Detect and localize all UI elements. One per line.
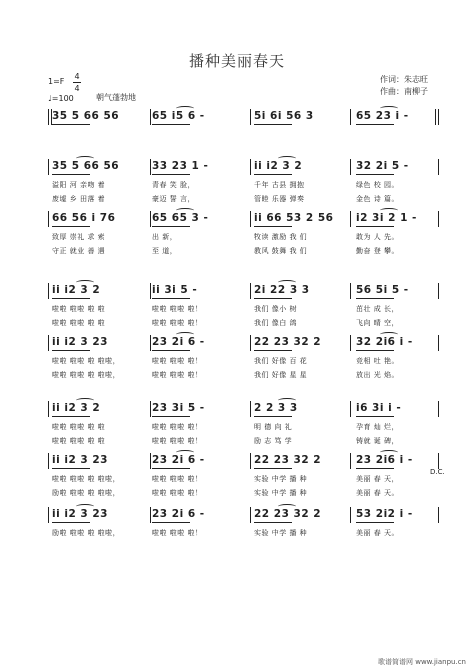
beam-underline <box>254 522 292 523</box>
barline <box>48 401 49 417</box>
lyric-line: 美丽 春 天。 <box>356 529 399 537</box>
barline <box>48 211 49 227</box>
slur <box>278 280 296 285</box>
beam-underline <box>254 174 292 175</box>
lyric-line: 勤奋 登 攀。 <box>356 247 399 255</box>
measure-notes: 23 2i 6 - <box>152 454 205 466</box>
lyric-line: 废墟 乡 田落 着 <box>52 195 106 203</box>
lyric-line: 啦啦 啦啦 啦 啦啦， <box>52 371 121 379</box>
measure-notes: ii 3i 5 - <box>152 284 198 296</box>
measure-notes: ii i2 3 2 <box>52 284 101 296</box>
lyric-line: 敢为 人 先。 <box>356 233 399 241</box>
beam-underline <box>152 124 190 125</box>
barline <box>438 335 439 351</box>
slur <box>380 332 398 337</box>
key-signature: 1=F <box>48 77 65 86</box>
measure-notes: 22 23 32 2 <box>254 336 322 348</box>
lyric-line: 教风 鼓舞 我 们 <box>254 247 308 255</box>
slur <box>76 504 94 509</box>
barline <box>350 335 351 351</box>
barline <box>438 507 439 523</box>
barline <box>150 159 151 175</box>
measure-notes: 35 5 66 56 <box>52 160 120 172</box>
barline <box>150 507 151 523</box>
barline <box>350 109 351 125</box>
beam-underline <box>152 522 190 523</box>
slur <box>278 156 296 161</box>
lyric-line: 啦啦 啦啦 啦！ <box>152 489 203 497</box>
lyric-line: 铸就 诞 碑， <box>356 437 399 445</box>
barline <box>350 507 351 523</box>
lyric-line: 啦啦 啦啦 啦！ <box>152 475 203 483</box>
lyric-line: 茁壮 成 长， <box>356 305 399 313</box>
lyric-line: 至 道， <box>152 247 178 255</box>
barline <box>438 401 439 417</box>
measure-notes: 32 2i 5 - <box>356 160 409 172</box>
barline <box>438 283 439 299</box>
lyricist-credit: 作词：朱志旺 <box>380 75 428 84</box>
barline <box>150 401 151 417</box>
measure-notes: 33 23 1 - <box>152 160 209 172</box>
measure-notes: i6 3i i - <box>356 402 402 414</box>
lyric-line: 孕育 灿 烂， <box>356 423 399 431</box>
measure-notes: ii i2 3 23 <box>52 336 108 348</box>
lyric-line: 美丽 春 天， <box>356 475 399 483</box>
measure-notes: ii i2 3 23 <box>52 508 108 520</box>
slur <box>380 106 398 111</box>
lyric-line: 我们 像小 树 <box>254 305 297 313</box>
barline <box>250 109 251 125</box>
slur <box>278 504 296 509</box>
lyric-line: 啦啦 啦啦 啦 啦 <box>52 319 106 327</box>
lyric-line: 励啦 啦啦 啦 啦啦， <box>52 489 121 497</box>
lyric-line: 牧读 激励 我 们 <box>254 233 308 241</box>
measure-notes: 23 2i 6 - <box>152 336 205 348</box>
beam-underline <box>52 298 90 299</box>
slur <box>176 450 194 455</box>
lyric-line: 实验 中学 播 种 <box>254 529 308 537</box>
lyric-line: 励 志 笃 学 <box>254 437 293 445</box>
lyric-line: 放出 光 焰。 <box>356 371 399 379</box>
barline <box>250 507 251 523</box>
lyric-line: 青春 笑 脸， <box>152 181 195 189</box>
barline <box>250 401 251 417</box>
beam-underline <box>52 416 90 417</box>
beam-underline <box>356 350 394 351</box>
watermark: 歌谱简谱网 www.jianpu.cn <box>378 658 466 666</box>
beam-underline <box>152 298 190 299</box>
lyric-line: 飞向 晴 空， <box>356 319 399 327</box>
measure-notes: 53 2i2 i - <box>356 508 413 520</box>
lyric-line: 啦啦 啦啦 啦！ <box>152 305 203 313</box>
barline <box>250 453 251 469</box>
repeat-barline <box>435 109 436 125</box>
lyric-line: 啦啦 啦啦 啦！ <box>152 529 203 537</box>
lyric-line: 实验 中学 播 种 <box>254 489 308 497</box>
lyric-line: 金色 诗 篇。 <box>356 195 399 203</box>
measure-notes: 65 23 i - <box>356 110 409 122</box>
lyric-line: 啦啦 啦啦 啦 啦 <box>52 305 106 313</box>
note-row <box>0 400 474 420</box>
beam-underline <box>356 468 394 469</box>
slur <box>76 280 94 285</box>
lyric-line: 溢阳 河 亲吻 着 <box>52 181 106 189</box>
lyric-line: 实验 中学 播 种 <box>254 475 308 483</box>
measure-notes: ii i2 3 2 <box>52 402 101 414</box>
barline <box>438 109 439 125</box>
lyric-line: 励啦 啦啦 啦 啦啦， <box>52 529 121 537</box>
beam-underline <box>152 226 190 227</box>
barline <box>150 109 151 125</box>
measure-notes: 22 23 32 2 <box>254 508 322 520</box>
slur <box>176 106 194 111</box>
measure-notes: 35 5 66 56 <box>52 110 120 122</box>
slur <box>76 156 94 161</box>
lyric-line: 啦啦 啦啦 啦！ <box>152 437 203 445</box>
time-signature-line <box>73 82 81 83</box>
note-row <box>0 506 474 526</box>
lyric-line: 千年 古县 拥抱 <box>254 181 305 189</box>
beam-underline <box>254 226 292 227</box>
measure-notes: 22 23 32 2 <box>254 454 322 466</box>
measure-notes: 65 i5 6 - <box>152 110 205 122</box>
barline <box>250 211 251 227</box>
measure-notes: 32 2i6 i - <box>356 336 413 348</box>
measure-notes: i2 3i 2 1 - <box>356 212 417 224</box>
lyric-line: 啦啦 啦啦 啦 啦啦， <box>52 357 121 365</box>
lyric-line: 啦啦 啦啦 啦 啦啦， <box>52 475 121 483</box>
lyric-line: 啦啦 啦啦 啦！ <box>152 319 203 327</box>
barline <box>350 211 351 227</box>
barline <box>350 283 351 299</box>
measure-notes: ii i2 3 2 <box>254 160 303 172</box>
barline <box>438 211 439 227</box>
beam-underline <box>356 522 394 523</box>
barline <box>250 159 251 175</box>
beam-underline <box>254 298 292 299</box>
measure-notes: ii 66 53 2 56 <box>254 212 334 224</box>
time-signature-bottom: 4 <box>74 84 80 93</box>
lyric-line: 啦啦 啦啦 啦！ <box>152 423 203 431</box>
slur <box>380 208 398 213</box>
lyric-line: 啦啦 啦啦 啦！ <box>152 371 203 379</box>
note-row <box>0 334 474 354</box>
barline <box>350 401 351 417</box>
beam-underline <box>254 124 292 125</box>
barline <box>48 283 49 299</box>
lyric-line: 出 新， <box>152 233 178 241</box>
beam-underline <box>356 298 394 299</box>
lyric-line: 致厚 崇礼 求 索 <box>52 233 106 241</box>
beam-underline <box>52 522 90 523</box>
beam-underline <box>52 124 90 125</box>
note-row <box>0 210 474 230</box>
barline <box>150 283 151 299</box>
expression-marking: 朝气蓬勃地 <box>96 93 136 102</box>
slur <box>176 332 194 337</box>
beam-underline <box>254 468 292 469</box>
lyric-line: 美丽 春 天。 <box>356 489 399 497</box>
beam-underline <box>254 350 292 351</box>
note-row <box>0 108 474 128</box>
lyric-line: 守正 就业 善 遇 <box>52 247 106 255</box>
beam-underline <box>152 416 190 417</box>
beam-underline <box>152 174 190 175</box>
barline <box>438 453 439 469</box>
beam-underline <box>52 174 90 175</box>
lyric-line: 豪迈 誓 言， <box>152 195 195 203</box>
beam-underline <box>152 350 190 351</box>
barline <box>150 335 151 351</box>
measure-notes: 2 2 3 3 <box>254 402 298 414</box>
beam-underline <box>356 226 394 227</box>
lyric-line: 管睦 乐器 弹奏 <box>254 195 305 203</box>
barline <box>48 453 49 469</box>
lyric-line: 啦啦 啦啦 啦 啦 <box>52 437 106 445</box>
slur <box>278 398 296 403</box>
barline <box>350 453 351 469</box>
tempo-marking: ♩=100 <box>48 94 74 103</box>
measure-notes: 5i 6i 56 3 <box>254 110 314 122</box>
barline <box>48 109 49 125</box>
beam-underline <box>152 468 190 469</box>
barline <box>48 159 49 175</box>
barline <box>350 159 351 175</box>
dc-marking: D.C. <box>430 468 445 476</box>
measure-notes: 66 56 i 76 <box>52 212 116 224</box>
time-signature-top: 4 <box>74 72 80 81</box>
measure-notes: 2i 22 3 3 <box>254 284 310 296</box>
lyric-line: 啦啦 啦啦 啦！ <box>152 357 203 365</box>
barline <box>438 159 439 175</box>
lyric-line: 我们 好像 星 星 <box>254 371 308 379</box>
barline <box>48 335 49 351</box>
song-title: 播种美丽春天 <box>188 52 285 70</box>
lyric-line: 我们 好像 百 花 <box>254 357 308 365</box>
slur <box>76 398 94 403</box>
barline <box>150 453 151 469</box>
slur <box>176 208 194 213</box>
measure-notes: 23 3i 5 - <box>152 402 205 414</box>
lyric-line: 明 德 向 礼 <box>254 423 293 431</box>
measure-notes: 23 2i6 i - <box>356 454 413 466</box>
beam-underline <box>52 226 90 227</box>
barline <box>48 507 49 523</box>
note-row <box>0 158 474 178</box>
measure-notes: 65 65 3 - <box>152 212 209 224</box>
beam-underline <box>52 468 90 469</box>
measure-notes: 23 2i 6 - <box>152 508 205 520</box>
note-row <box>0 452 474 472</box>
slur <box>380 450 398 455</box>
lyric-line: 竞相 吐 艳。 <box>356 357 399 365</box>
barline <box>250 335 251 351</box>
lyric-line: 我们 像白 鸽 <box>254 319 297 327</box>
measure-notes: 56 5i 5 - <box>356 284 409 296</box>
beam-underline <box>356 174 394 175</box>
beam-underline <box>356 124 394 125</box>
beam-underline <box>356 416 394 417</box>
measure-notes: ii i2 3 23 <box>52 454 108 466</box>
composer-credit: 作曲：南柳子 <box>380 87 428 96</box>
beam-underline <box>254 416 292 417</box>
lyric-line: 啦啦 啦啦 啦 啦 <box>52 423 106 431</box>
barline <box>250 283 251 299</box>
note-row <box>0 282 474 302</box>
beam-underline <box>52 350 90 351</box>
barline <box>150 211 151 227</box>
lyric-line: 绿色 校 园。 <box>356 181 399 189</box>
